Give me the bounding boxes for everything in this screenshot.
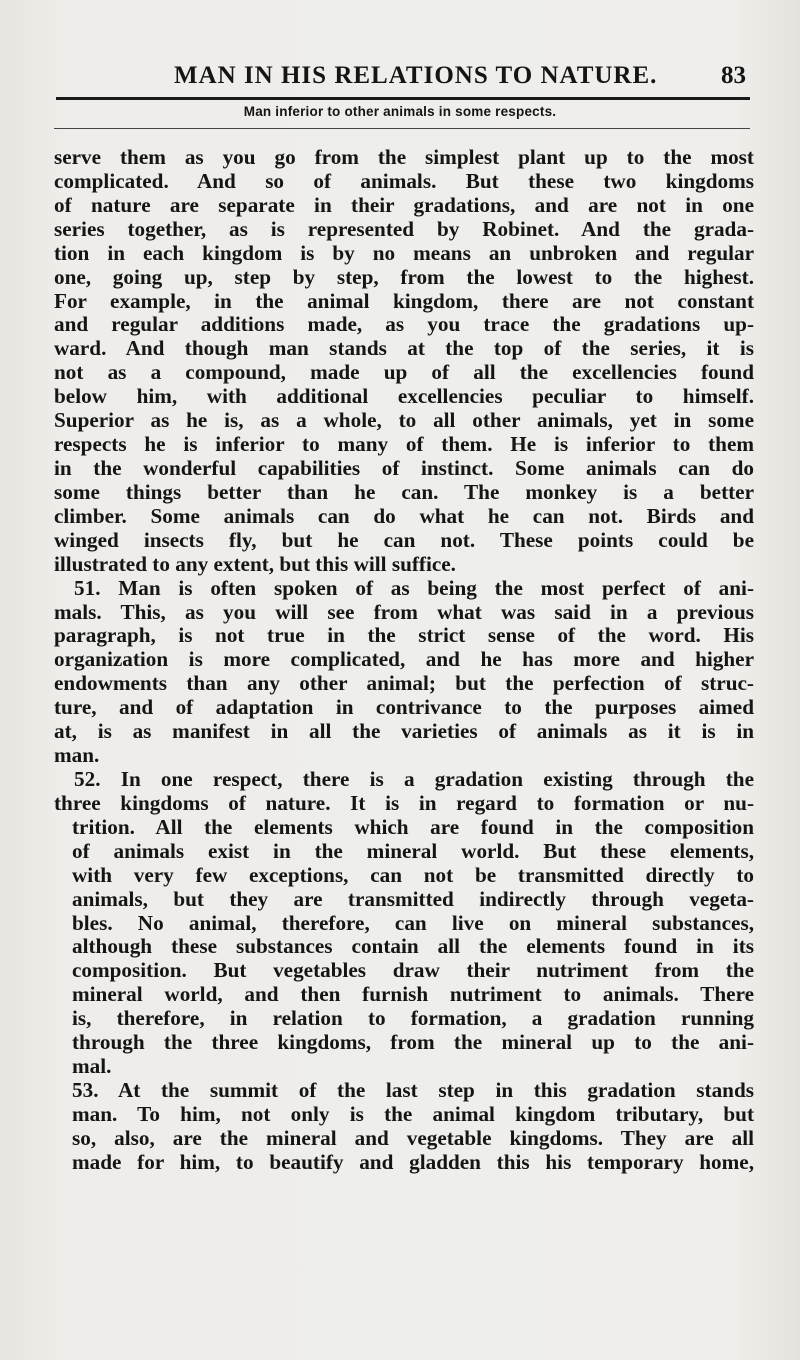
text-line: with very few exceptions, can not be transmitted directly to — [72, 862, 754, 887]
body-text — [54, 146, 754, 1175]
text-line: series together, as is represented by Robinet. And the grada- — [54, 216, 754, 241]
text-line: endowments than any other animal; but the perfection of struc- — [54, 671, 754, 696]
text-line: complicated. And so of animals. But these two kingdoms — [54, 168, 754, 193]
text-line: although these substances contain all the elements found in its — [72, 934, 754, 959]
text-line: illustrated to any extent, but this will suffice. — [54, 551, 456, 576]
text-line: of animals exist in the mineral world. But these elements, — [72, 838, 754, 863]
side-note: Man inferior to other animals in some respects. — [243, 104, 557, 119]
text-line: mineral world, and then furnish nutriment to animals. There — [72, 982, 754, 1007]
paragraph-53-start: 53. At the summit of the last step in this gradation stands — [72, 1077, 754, 1102]
text-line: made for him, to beautify and gladden this his temporary home, — [72, 1149, 754, 1174]
text-line: tion in each kingdom is by no means an unbroken and regular — [54, 240, 754, 265]
text-line: respects he is inferior to many of them. He is inferior to them — [54, 432, 754, 457]
text-line: paragraph, is not true in the strict sense of the word. His — [54, 623, 754, 648]
text-line: one, going up, step by step, from the lowest to the highest. — [54, 264, 754, 289]
text-line: Superior as he is, as a whole, to all other animals, yet in some — [54, 408, 754, 433]
text-line: trition. All the elements which are found in the composition — [72, 814, 754, 839]
text-line: organization is more complicated, and he has more and higher — [54, 647, 754, 672]
text-line: man. — [54, 743, 100, 768]
running-title: MAN IN HIS RELATIONS TO NATURE. — [174, 62, 658, 89]
text-line: is, therefore, in relation to formation, a gradation running — [72, 1006, 754, 1031]
text-line: some things better than he can. The monkey is a better — [54, 479, 754, 504]
text-line: winged insects fly, but he can not. These points could be — [54, 527, 754, 552]
text-line: through the three kingdoms, from the mineral up to the ani- — [72, 1030, 754, 1055]
text-line: and regular additions made, as you trace the gradations up- — [54, 312, 754, 337]
text-line: animals, but they are transmitted indirectly through vegeta- — [72, 886, 754, 911]
text-line: man. To him, not only is the animal kingdom tributary, but — [72, 1101, 754, 1126]
text-line: not as a compound, made up of all the excellencies found — [54, 360, 754, 385]
text-line: climber. Some animals can do what he can not. Birds and — [54, 503, 754, 528]
text-line: three kingdoms of nature. It is in regard to formation or nu- — [54, 790, 754, 815]
text-line: so, also, are the mineral and vegetable kingdoms. They are all — [72, 1125, 754, 1150]
running-head — [54, 62, 746, 92]
text-line: ward. And though man stands at the top of the series, it is — [54, 336, 754, 361]
paragraph-51-start: 51. Man is often spoken of as being the most perfect of ani- — [74, 575, 754, 600]
side-note-rule — [54, 128, 750, 129]
text-line: composition. But vegetables draw their nutriment from the — [72, 958, 754, 983]
paragraph-52-start: 52. In one respect, there is a gradation existing through the — [74, 766, 754, 791]
text-line: in the wonderful capabilities of instinct. Some animals can do — [54, 455, 754, 480]
text-line: mals. This, as you will see from what was said in a previous — [54, 599, 754, 624]
text-line: ture, and of adaptation in contrivance to the purposes aimed — [54, 695, 754, 720]
text-line: bles. No animal, therefore, can live on mineral substances, — [72, 910, 754, 935]
text-line: of nature are separate in their gradations, and are not in one — [54, 192, 754, 217]
text-line: serve them as you go from the simplest plant up to the most — [54, 145, 754, 169]
text-line: For example, in the animal kingdom, there are not constant — [54, 288, 754, 313]
header-rule — [56, 97, 750, 100]
page-number: 83 — [721, 62, 746, 89]
text-line: at, is as manifest in all the varieties of animals as it is in — [54, 719, 754, 744]
text-line: below him, with additional excellencies peculiar to himself. — [54, 384, 754, 409]
text-line: mal. — [72, 1054, 112, 1079]
